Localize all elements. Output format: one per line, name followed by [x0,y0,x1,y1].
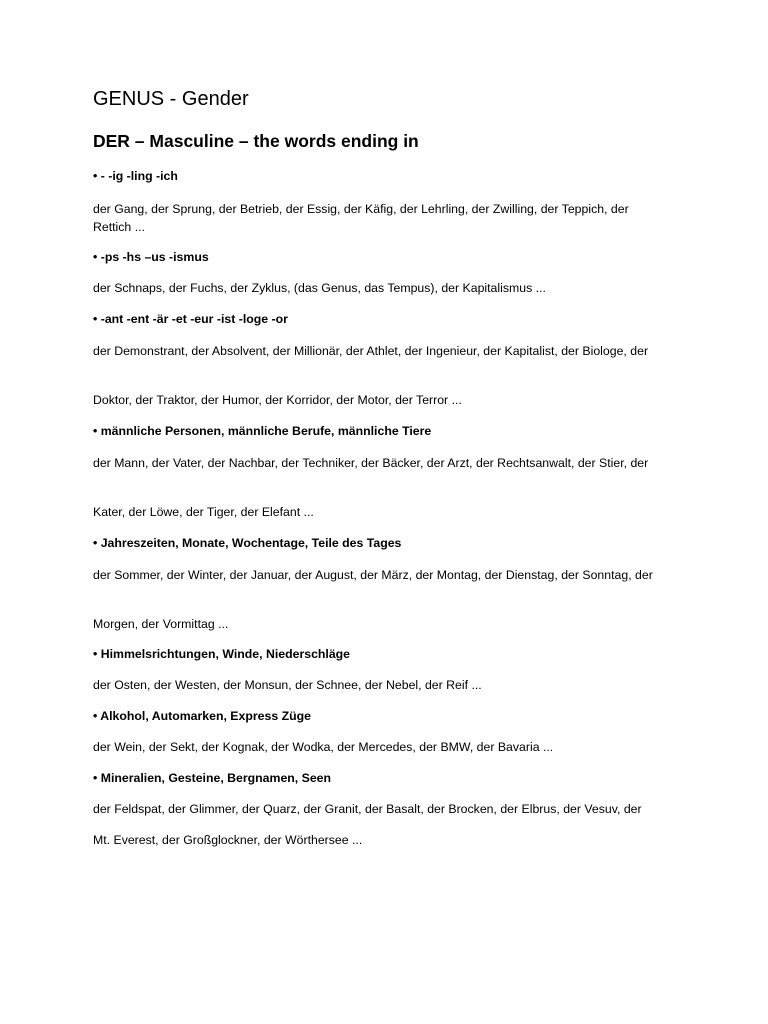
example-words-alcohol-cars: der Wein, der Sekt, der Kognak, der Wodka, der Mercedes, der BMW, der Bavaria ... [93,740,554,754]
example-words-seasons-months: der Sommer, der Winter, der Januar, der August, der März, der Montag, der Dienstag, der Sonntag, der [93,568,653,582]
example-words-minerals-mountains: der Feldspat, der Glimmer, der Quarz, der Granit, der Basalt, der Brocken, der Elbrus, der Vesuv, der [93,802,642,816]
bullet-heading-directions-winds: • Himmelsrichtungen, Winde, Niederschläge [93,647,351,661]
example-words-ant-ent-or: der Demonstrant, der Absolvent, der Millionär, der Athlet, der Ingenieur, der Kapitalist, der Biologe, der [93,344,649,358]
example-words-male-persons: der Mann, der Vater, der Nachbar, der Techniker, der Bäcker, der Arzt, der Rechtsanwalt, der Stier, der [93,456,649,470]
example-words-ps-hs-us-ismus: der Schnaps, der Fuchs, der Zyklus, (das Genus, das Tempus), der Kapitalismus ... [93,281,546,295]
example-words-ig-ling-ich: der Gang, der Sprung, der Betrieb, der Essig, der Käfig, der Lehrling, der Zwilling, der Teppich, der Rettich ... [93,202,629,234]
bullet-heading-seasons-months: • Jahreszeiten, Monate, Wochentage, Teile des Tages [93,536,402,550]
bullet-heading-suffix-ant-ent-or: • -ant -ent -är -et -eur -ist -loge -or [93,312,288,326]
example-words-male-persons-continued: Kater, der Löwe, der Tiger, der Elefant ... [93,505,314,519]
example-words-seasons-months-continued: Morgen, der Vormittag ... [93,617,229,631]
bullet-heading-alcohol-cars: • Alkohol, Automarken, Express Züge [93,709,311,723]
bullet-heading-suffix-ig-ling-ich: • - -ig -ling -ich [93,169,178,183]
bullet-heading-suffix-ps-hs-us-ismus: • -ps -hs –us -ismus [93,250,209,264]
example-words-minerals-mountains-continued: Mt. Everest, der Großglockner, der Wörthersee ... [93,833,363,847]
page-title: GENUS - Gender [93,88,249,110]
bullet-heading-male-persons: • männliche Personen, männliche Berufe, männliche Tiere [93,424,432,438]
example-words-ant-ent-or-continued: Doktor, der Traktor, der Humor, der Korridor, der Motor, der Terror ... [93,393,462,407]
bullet-heading-minerals-mountains: • Mineralien, Gesteine, Bergnamen, Seen [93,771,332,785]
section-heading: DER – Masculine – the words ending in [93,131,419,151]
example-words-directions-winds: der Osten, der Westen, der Monsun, der Schnee, der Nebel, der Reif ... [93,678,482,692]
